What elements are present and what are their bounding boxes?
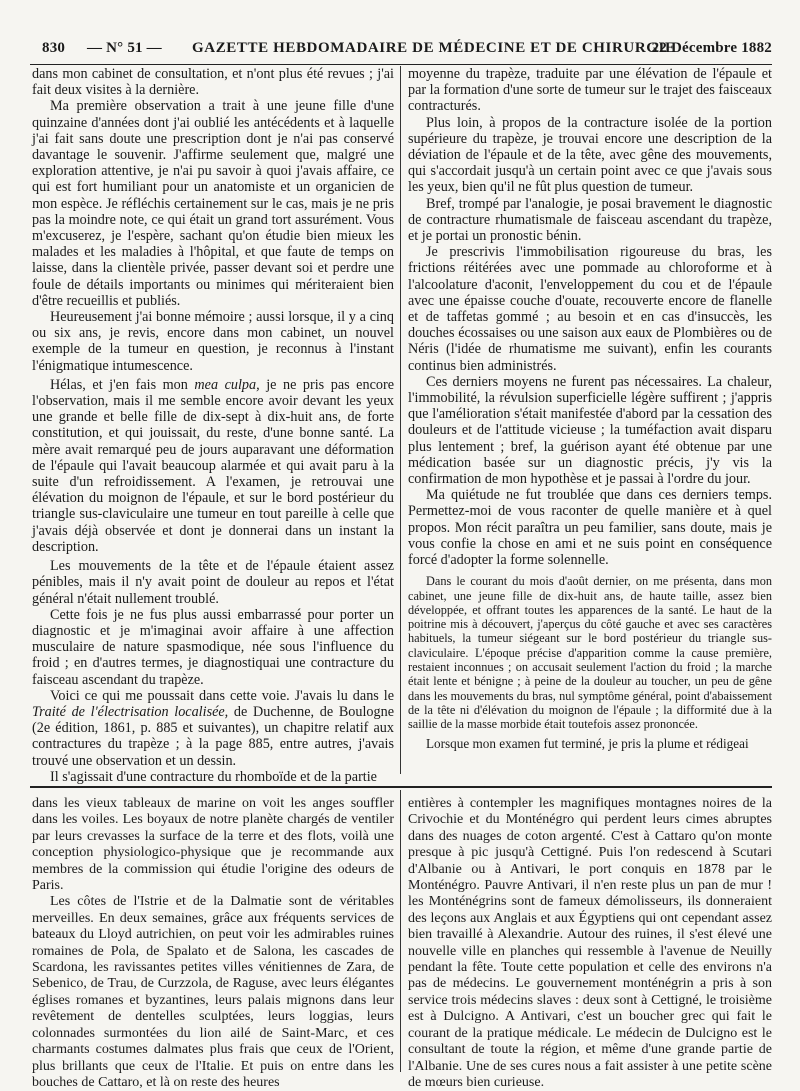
paragraph: Il s'agissait d'une contracture du rhomboïde et de la partie — [50, 768, 377, 785]
paragraph: Lorsque mon examen fut terminé, je pris la plume et rédigeai — [426, 735, 749, 751]
paragraph: Je prescrivis l'immobilisation rigoureuse du bras, les frictions réitérées avec une pommade au chloroforme et à l'alcoolature d'aconit, l'enveloppement du cou et de l'épaule avec une épaisse couche d'ouate, recouverte encore de flanelle et de taffetas gommé ; au besoin et en cas d'insuccès, les douches écossaises ou une saison aux eaux de Plombières ou de Néris (l'idée de rhumatisme me suivant), enfin les courants continus bien administrés. — [408, 244, 772, 374]
paragraph: entières à contempler les magnifiques montagnes noires de la Crivochie et du Monténégro qui perdent leurs cimes abruptes dans des nuages de coton argenté. C'est à Cattaro qu'on monte presque à pic jusqu'à Cettigné. Puis l'on redescend à Scutari d'Albanie ou à Antivari, le port conquis en 1878 par le Monténégro. Pauvre Antivari, il n'en reste plus un pan de mur ! les Monténégrins sont de fameux démolisseurs, ils donneraient des leçons aux Anglais et aux Égyptiens qui ont cependant assez bien travaillé à Alexandrie. Autour des ruines, il s'est élevé une nouvelle ville en planches qui ressemble à l'avenue de Neuilly pendant la fête. Toute cette population et celle des environs n'a pas de médecins. Le gouvernement monténégrin a pris à son service trois médecins slaves : deux sont à Cettigné, le troisième est à Dulcigno. A Antivari, c'est un boucher grec qui fait le courant de la pratique médicale. Le médecin de Dulcigno est le consultant de toute la région, et même d'une grande partie de l'Albanie. Une de ses cures nous a fait assister à une petite scène de mœurs bien curieuse. — [408, 796, 772, 1090]
paragraph: dans les vieux tableaux de marine on voit les anges souffler dans les voiles. Les boyaux de notre planète chargés de ventiler par leurs crevasses la surface de la terre et des flots, voilà une conception physiologico-physique que je recommande aux membres de la commission qui étudie l'origine des odeurs de Paris. — [32, 796, 394, 894]
paragraph: moyenne du trapèze, traduite par une élévation de l'épaule et par la formation d'une sorte de tumeur sur le trajet des faisceaux contracturés. — [408, 66, 772, 115]
issue-number: — N° 51 — — [87, 40, 162, 56]
feuilleton-column-right — [408, 796, 772, 1090]
header-rule — [30, 64, 772, 65]
paragraph: Ma quiétude ne fut troublée que dans ces derniers temps. Permettez-moi de vous raconter de quelle manière et à quel propos. Mon récit paraîtra un peu familier, sans doute, mais je vous confie la chose en ami et ne suis point en conséquence forcé d'adopter la forme solennelle. — [408, 487, 772, 569]
paragraph: Bref, trompé par l'analogie, je posai bravement le diagnostic de contracture rhumatismale de faisceau ascendant du trapèze, et je portai un pronostic bénin. — [408, 195, 772, 245]
paragraph: Plus loin, à propos de la contracture isolée de la portion supérieure du trapèze, je trouvai encore une description de la déviation de l'épaule et de la tête, avec gêne des mouvements, qui s'accordait jusqu'à un certain point avec ce que j'avais sous les yeux, bien qu'il ne fût plus question de tumeur. — [408, 114, 772, 196]
paragraph: Cette fois je ne fus plus aussi embarrassé pour porter un diagnostic et je m'imaginai avoir affaire à une affection musculaire de nature spasmodique, née sous l'influence du froid ; en d'autres termes, je diagnostiquai une contracture du faisceau ascendant du trapèze. — [32, 606, 394, 688]
column-separator-bottom — [400, 790, 401, 1072]
case-report-paragraph: Dans le courant du mois d'août dernier, on me présenta, dans mon cabinet, une jeune fille de dix-huit ans, de haute taille, assez bien développée, et offrant toutes les apparences de la santé. Le haut de la poitrine mis à découvert, j'aperçus du côté gauche et avec ses caractères habituels, la tumeur siégeant sur le bord postérieur du triangle sus-claviculaire. L'époque précise d'apparition comme la cause première, restaient inconnues ; on accusait seulement l'action du froid ; la marche était lente et bénigne ; à peine de la douleur au toucher, un peu de gêne dans les mouvements du bras, nul symptôme général, point d'abaissement de la tête ni d'élévation du moignon de l'épaule ; la difformité due à la saillie de la masse morbide était toutefois assez prononcée. — [408, 574, 772, 732]
paragraph: Les mouvements de la tête et de l'épaule étaient assez pénibles, mais il n'y avait point de douleur au repos et l'état général n'était nullement troublé. — [32, 558, 394, 607]
paragraph: Ces derniers moyens ne furent pas nécessaires. La chaleur, l'immobilité, la révulsion superficielle légère suffirent ; j'appris que l'amélioration s'était manifestée d'abord par la cessation des douleurs et de l'attitude vicieuse ; la tuméfaction avait disparu plus lentement ; bref, la guérison ayant été obtenue par une médication basée sur un diagnostic précis, j'y vis la confirmation de mon hypothèse et je passai à l'ordre du jour. — [408, 373, 772, 488]
paragraph: dans mon cabinet de consultation, et n'ont plus été revues ; j'ai fait deux visites à la dernière. — [32, 66, 394, 99]
issue-date: 22 Décembre 1882 — [651, 40, 772, 56]
paragraph: Ma première observation a trait à une jeune fille d'une quinzaine d'années dont j'ai oublié les antécédents et à laquelle j'ai fait sans doute une prescription dont je n'ai pas conservé davantage le souvenir. J'affirme seulement que, malgré une exploration attentive, je n'ai pu savoir à quoi j'avais affaire, ce qui est fort humiliant pour un anatomiste et un organicien de mon espèce. Je réfléchis certainement sur le cas, mais je ne pris pas la moindre note, ce qui était un grand tort assurément. Vous m'excuserez, je l'espère, sachant qu'on étudie bien mieux les malades et les maladies à l'hôpital, et que faute de temps on laisse, dans la clientèle privée, passer devant soi et perdre une foule de détails importants ou minimes qui mériteraient bien d'être recueillis et publiés. — [32, 98, 394, 309]
paragraph: Hélas, et j'en fais mon mea culpa, je ne pris pas encore l'observation, mais il me semble encore avoir devant les yeux une grande et belle fille de dix-sept à dix-huit ans, de forte constitution, et qui jouissait, du reste, d'une bonne santé. La mère avait remarqué peu de jours auparavant une déformation de l'épaule qui l'avait beaucoup alarmée et qui avait paru à la suite d'un refroidissement. A l'examen, je retrouvai une élévation du moignon de l'épaule, et sur le bord postérieur du triangle sus-claviculaire une tumeur en tout pareille à celle que j'avais déjà observée et dont je donnerai dans un instant la description. — [32, 376, 394, 555]
paragraph: Heureusement j'ai bonne mémoire ; aussi lorsque, il y a cinq ou six ans, je revis, encore dans mon cabinet, un nouvel exemple de la tumeur en question, je reconnus à l'instant l'énigmatique intumescence. — [32, 309, 394, 374]
paragraph: Voici ce qui me poussait dans cette voie. J'avais lu dans le Traité de l'électrisation localisée, de Duchenne, de Boulogne (2e édition, 1861, p. 885 et suivantes), un chapitre relatif aux contractures du trapèze ; à la page 885, entre autres, j'avais trouvé une observation et un dessin. — [32, 687, 394, 769]
column-separator-top — [400, 66, 401, 774]
page-number: 830 — [42, 40, 66, 56]
article-column-left — [32, 66, 394, 785]
running-header — [42, 38, 772, 62]
feuilleton-column-left — [32, 796, 394, 1090]
paragraph: Les côtes de l'Istrie et de la Dalmatie sont de véritables merveilles. En deux semaines, grâce aux fréquents services de bateaux du Lloyd autrichien, on peut voir les admirables ruines romaines de Pola, de Spalato et de Salona, les cascades de Scardona, les ravissantes petites villes vénitiennes de Zara, de Sebenico, de Trau, de Curzzola, de Raguse, avec leurs élégantes églises romanes et byzantines, leurs palais mignons dans leur revêtement de dentelles sculptées, leurs loggias, leurs colonnades surmontées du lion ailé de Saint-Marc, et ces charmants costumes dalmates plus frais que ceux de l'Orient, plus brillants que ceux de l'Italie. Et puis on entre dans les bouches de Cattaro, et là on reste des heures — [32, 894, 394, 1090]
section-divider — [30, 786, 772, 788]
article-column-right — [408, 66, 772, 782]
journal-title: GAZETTE HEBDOMADAIRE DE MÉDECINE ET DE CHIRURGIE — [192, 40, 676, 56]
